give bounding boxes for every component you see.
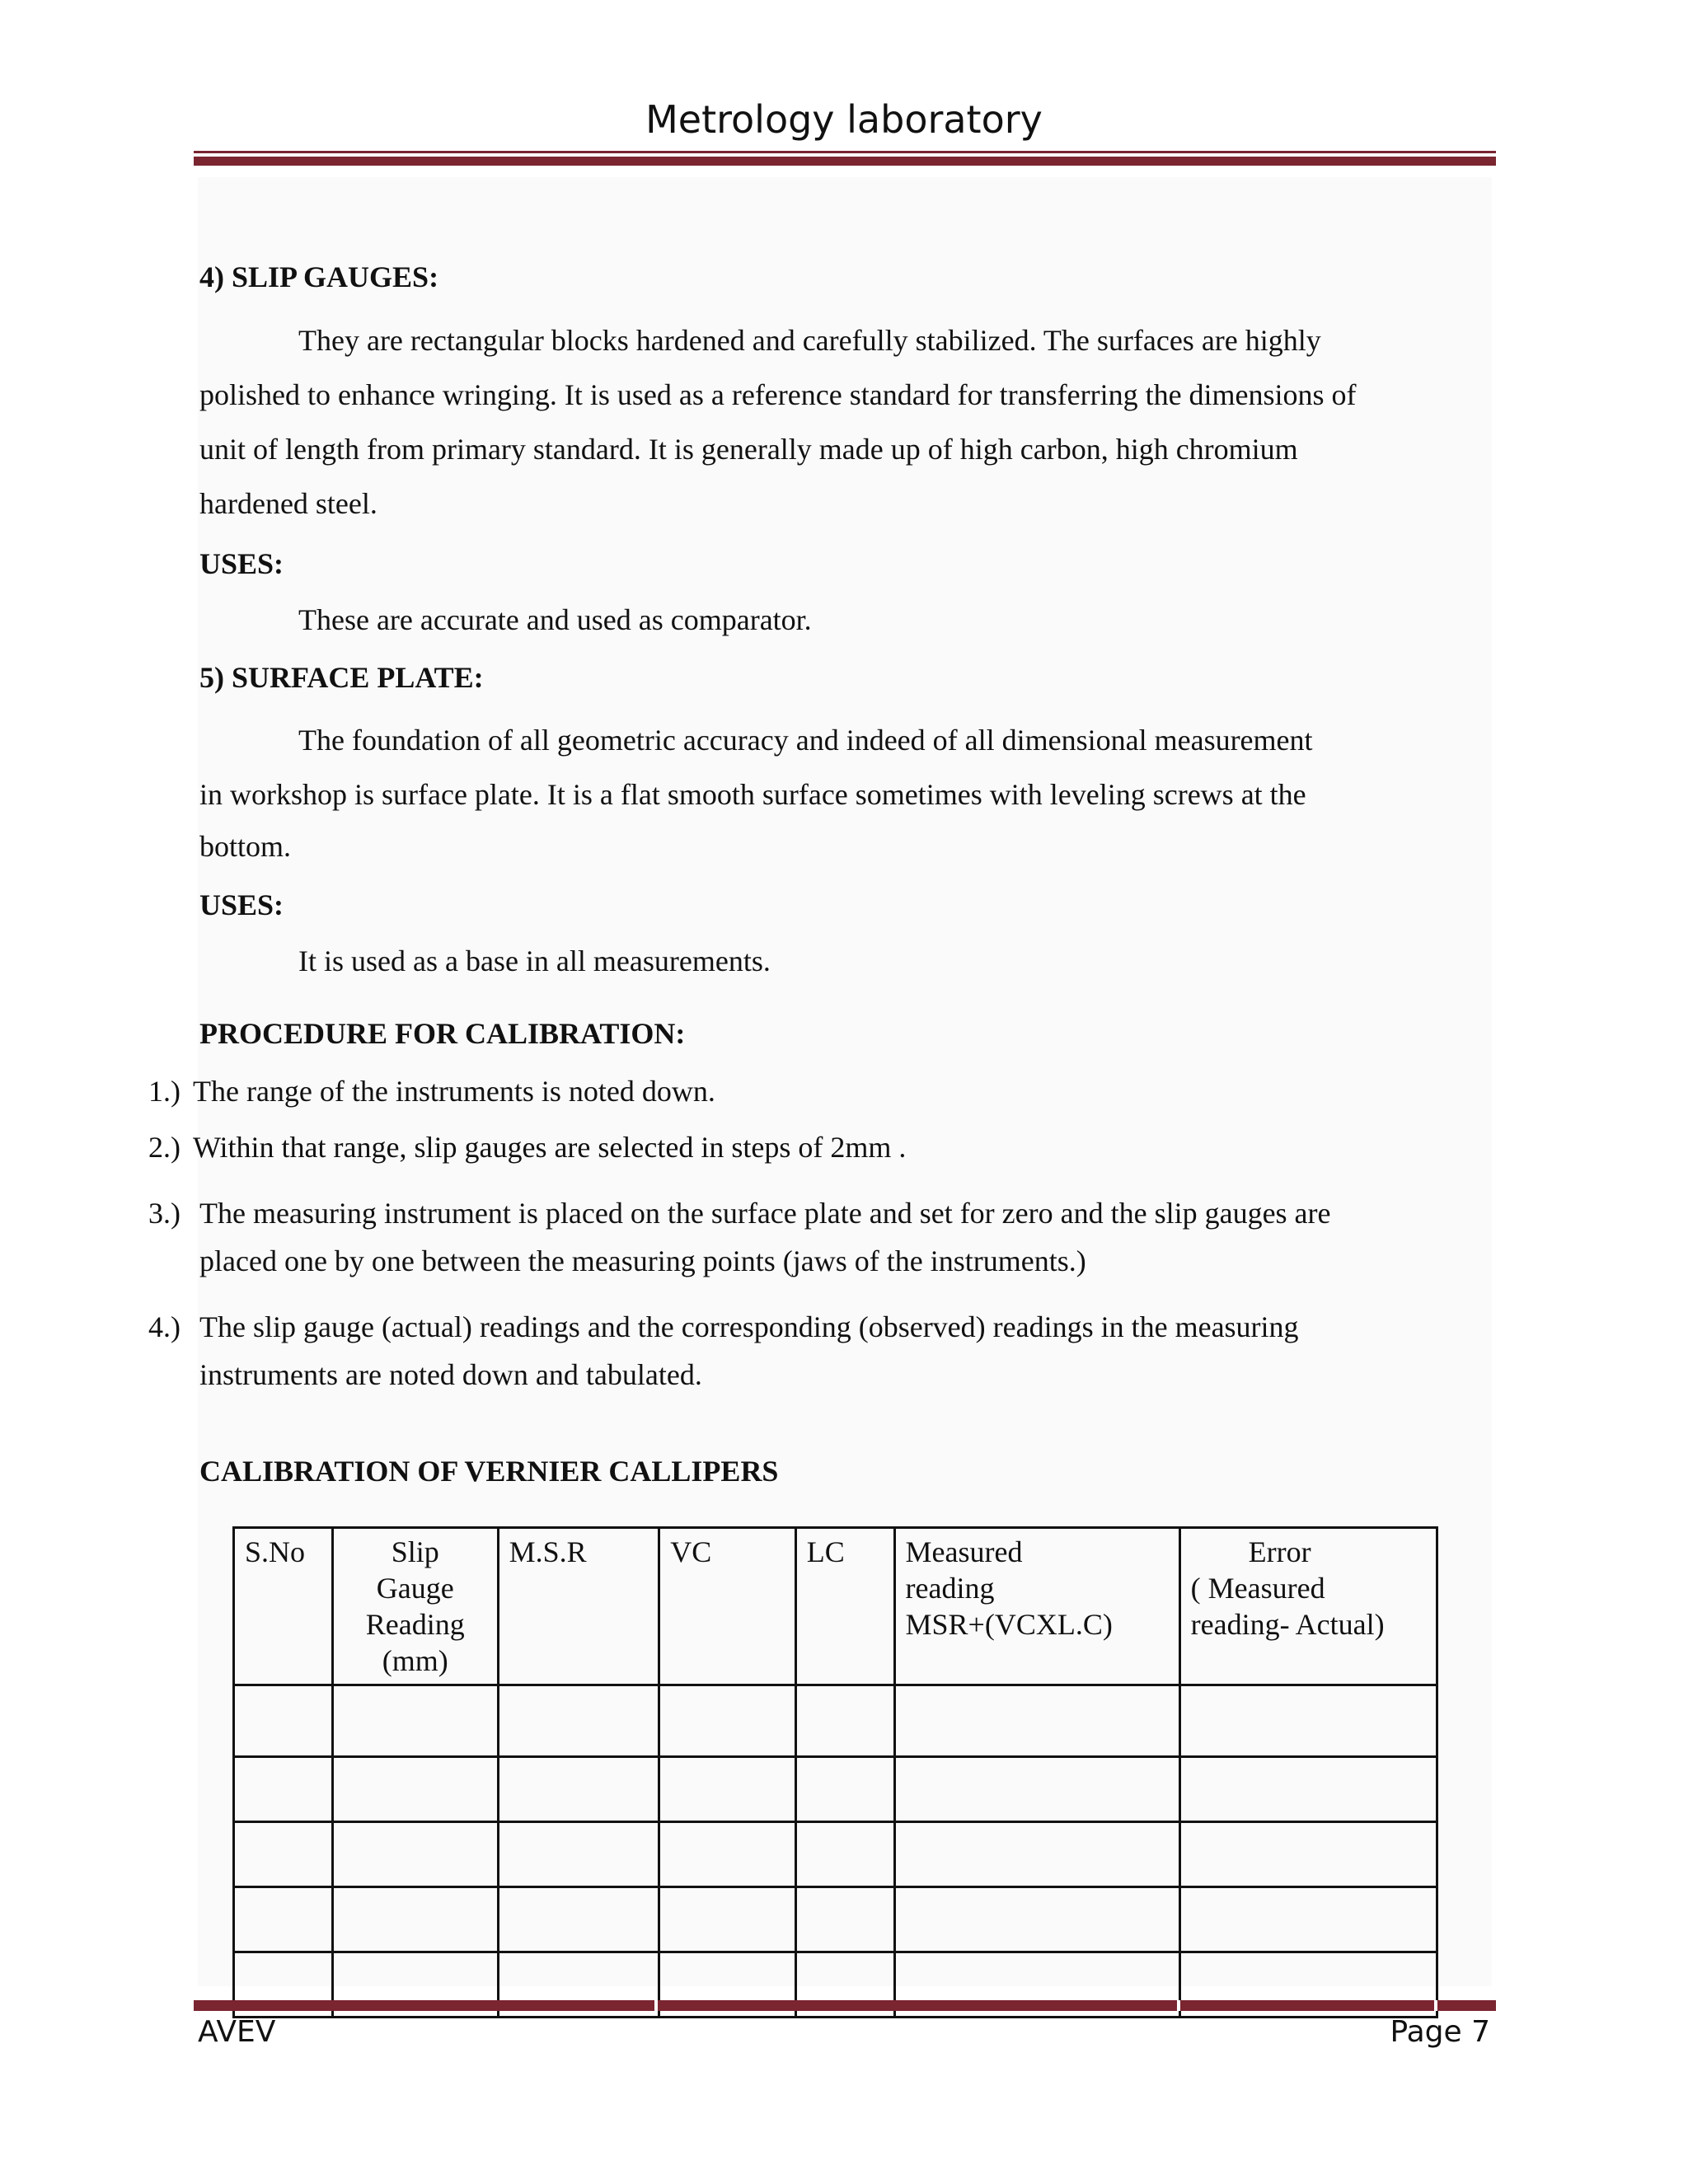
column-header-line: S.No: [245, 1535, 306, 1568]
footer-rule-gap: [1434, 2000, 1437, 2011]
column-header: [894, 1528, 1179, 1685]
table-cell: [234, 1887, 333, 1952]
footer-author: AVEV: [198, 2015, 276, 2049]
header-rule-thin: [194, 151, 1496, 153]
table-cell: [659, 1685, 796, 1757]
column-header-line: reading- Actual): [1190, 1608, 1385, 1641]
table-cell: [234, 1685, 333, 1757]
column-header-line: M.S.R: [509, 1535, 587, 1568]
table-row: [234, 1685, 1437, 1757]
footer-rule: [194, 2000, 1496, 2011]
surface-plate-uses-label: USES:: [199, 888, 284, 921]
column-header-line: ( Measured: [1190, 1572, 1325, 1605]
table-cell: [498, 1685, 659, 1757]
paragraph-line: bottom.: [199, 830, 292, 863]
table-cell: [659, 1757, 796, 1822]
step-number: 2.): [148, 1131, 181, 1164]
paragraph-line: in workshop is surface plate. It is a flat smooth surface sometimes with leveling screws at the: [199, 778, 1306, 811]
table-cell: [1179, 1887, 1437, 1952]
column-header-line: (mm): [382, 1644, 448, 1677]
paragraph-line: hardened steel.: [199, 487, 377, 520]
table-cell: [498, 1887, 659, 1952]
table-row: [234, 1757, 1437, 1822]
table-cell: [332, 1887, 498, 1952]
table-cell: [1179, 1822, 1437, 1887]
table-cell: [795, 1685, 894, 1757]
step-number: 1.): [148, 1075, 181, 1108]
table-cell: [234, 1822, 333, 1887]
column-header: [659, 1528, 796, 1685]
slip-gauges-description: [199, 313, 1493, 531]
calibration-table: [232, 1526, 1438, 2018]
paragraph-line: polished to enhance wringing. It is used as a reference standard for transferring the dimensions of: [199, 378, 1357, 411]
table-row: [234, 1887, 1437, 1952]
table-cell: [332, 1757, 498, 1822]
table-cell: [498, 1822, 659, 1887]
table-row: [234, 1822, 1437, 1887]
table-cell: [894, 1822, 1179, 1887]
column-header-line: Measured: [905, 1535, 1023, 1568]
paragraph-line: The foundation of all geometric accuracy and indeed of all dimensional measurement: [298, 724, 1313, 757]
column-header: [1179, 1528, 1437, 1685]
section-heading-surface-plate: 5) SURFACE PLATE:: [199, 661, 484, 694]
table-cell: [332, 1685, 498, 1757]
table-cell: [894, 1887, 1179, 1952]
table-cell: [894, 1757, 1179, 1822]
page-header-title: Metrology laboratory: [645, 97, 1043, 142]
column-header-line: VC: [670, 1535, 712, 1568]
table-cell: [659, 1822, 796, 1887]
column-header-line: LC: [806, 1535, 845, 1568]
column-header: [332, 1528, 498, 1685]
table-body: [234, 1685, 1437, 2018]
footer-rule-gap: [1177, 2000, 1180, 2011]
column-header: [795, 1528, 894, 1685]
table-cell: [498, 1757, 659, 1822]
header-rule-thick: [194, 157, 1496, 166]
table-cell: [1179, 1757, 1437, 1822]
surface-plate-uses-text: It is used as a base in all measurements.: [298, 944, 771, 977]
footer-rule-gap: [654, 2000, 658, 2011]
step-number: 3.): [148, 1197, 181, 1230]
table-cell: [1179, 1685, 1437, 1757]
slip-gauges-uses-label: USES:: [199, 547, 284, 580]
table-cell: [332, 1822, 498, 1887]
slip-gauges-uses-text: These are accurate and used as comparator.: [298, 603, 812, 636]
table-header-row: [234, 1528, 1437, 1685]
table-cell: [795, 1757, 894, 1822]
table-heading: CALIBRATION OF VERNIER CALLIPERS: [199, 1455, 779, 1488]
paragraph-line: They are rectangular blocks hardened and carefully stabilized. The surfaces are highly: [298, 324, 1321, 357]
table-cell: [795, 1822, 894, 1887]
column-header-line: reading: [905, 1572, 995, 1605]
table-cell: [659, 1887, 796, 1952]
column-header-line: Error: [1248, 1535, 1311, 1568]
column-header-line: Slip: [391, 1535, 439, 1568]
column-header-line: MSR+(VCXL.C): [905, 1608, 1113, 1641]
section-heading-procedure: PROCEDURE FOR CALIBRATION:: [199, 1017, 686, 1050]
column-header: [234, 1528, 333, 1685]
column-header-line: Reading: [365, 1608, 465, 1641]
table-cell: [795, 1887, 894, 1952]
step-text: Within that range, slip gauges are selected in steps of 2mm .: [193, 1131, 907, 1164]
table-cell: [894, 1685, 1179, 1757]
step-text: The measuring instrument is placed on the surface plate and set for zero and the slip gauges are placed one by one between the measuring points (jaws of the instruments.): [199, 1197, 1331, 1277]
page-number: Page 7: [1390, 2015, 1490, 2049]
table-cell: [234, 1757, 333, 1822]
step-number: 4.): [148, 1310, 181, 1343]
paragraph-line: unit of length from primary standard. It is generally made up of high carbon, high chromium: [199, 433, 1298, 466]
column-header-line: Gauge: [376, 1572, 454, 1605]
section-heading-slip-gauges: 4) SLIP GAUGES:: [199, 260, 439, 293]
step-text: The slip gauge (actual) readings and the corresponding (observed) readings in the measuring instruments are noted down and tabulated.: [199, 1310, 1299, 1391]
surface-plate-description: [199, 713, 1493, 871]
column-header: [498, 1528, 659, 1685]
step-text: The range of the instruments is noted down.: [193, 1075, 715, 1108]
